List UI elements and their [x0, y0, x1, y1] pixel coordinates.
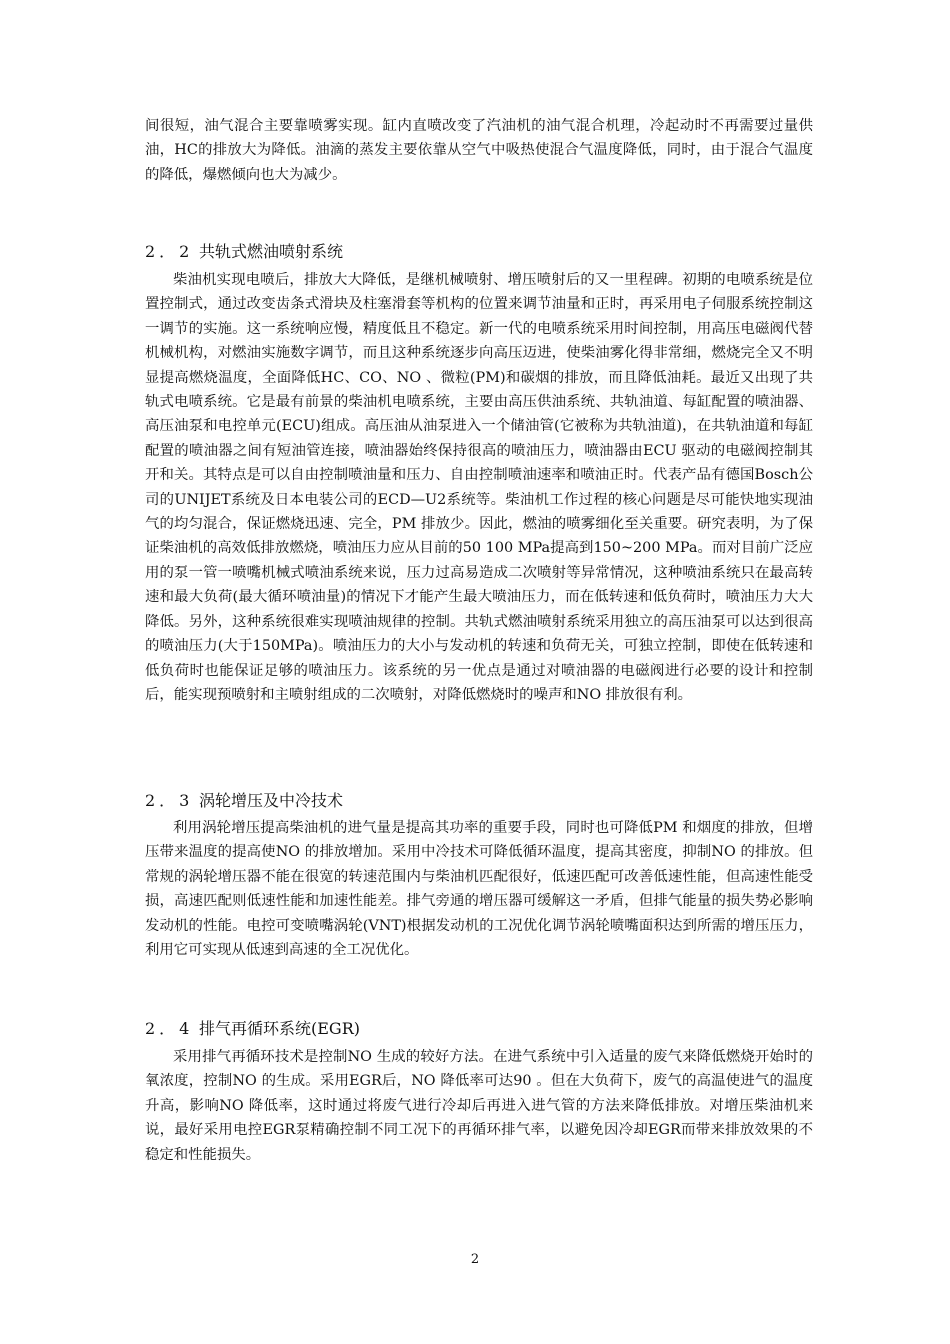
section-number: 2．2: [145, 242, 194, 261]
section-title: 涡轮增压及中冷技术: [199, 791, 344, 810]
page-number: 2: [470, 1252, 480, 1267]
intro-paragraph-block: [145, 114, 813, 187]
section-number: 2．4: [145, 1019, 194, 1038]
section-body-block-2-2: [145, 268, 813, 707]
section-body-block-2-3: [145, 816, 813, 962]
section-body-egr: 采用排气再循环技术是控制NO 生成的较好方法。在进气系统中引入适量的废气来降低燃烧开始时的氧浓度，控制NO 的生成。采用EGR后，NO 降低率可达90 。但在大负荷下，废气的高温使进气的温度升高，影响NO 降低率，这时通过将废气进行冷却后再进入进气管的方法来降低排放。对增压柴油机来说，最好采用电控EGR泵精确控制不同工况下的再循环排气率，以避免因冷却EGR而带来排放效果的不稳定和性能损失。: [145, 1049, 813, 1163]
section-body-block-2-4: [145, 1045, 813, 1167]
section-heading-2-2: [145, 241, 343, 263]
section-body-turbocharging: 利用涡轮增压提高柴油机的进气量是提高其功率的重要手段，同时也可降低PM 和烟度的排放，但增压带来温度的提高使NO 的排放增加。采用中冷技术可降低循环温度，提高其密度，抑制NO 的排放。但常规的涡轮增压器不能在很宽的转速范围内与柴油机匹配很好，低速匹配可改善低速性能，但高速性能受损，高速匹配则低速性能和加速性能差。排气旁通的增压器可缓解这一矛盾，但排气能量的损失势必影响发动机的性能。电控可变喷嘴涡轮(VNT)根据发动机的工况优化调节涡轮喷嘴面积达到所需的增压压力，利用它可实现从低速到高速的全工况优化。: [145, 820, 813, 959]
intro-paragraph: 间很短，油气混合主要靠喷雾实现。缸内直喷改变了汽油机的油气混合机理，冷起动时不再需要过量供油，HC的排放大为降低。油滴的蒸发主要依靠从空气中吸热使混合气温度降低，同时，由于混合气温度的降低，爆燃倾向也大为减少。: [145, 118, 813, 183]
section-body-common-rail: 柴油机实现电喷后，排放大大降低，是继机械喷射、增压喷射后的又一里程碑。初期的电喷系统是位置控制式，通过改变齿条式滑块及柱塞滑套等机构的位置来调节油量和正时，再采用电子伺服系统控制这一调节的实施。这一系统响应慢，精度低且不稳定。新一代的电喷系统采用时间控制，用高压电磁阀代替机械机构，对燃油实施数字调节，而且这种系统逐步向高压迈进，使柴油雾化得非常细，燃烧完全又不明显提高燃烧温度，全面降低HC、CO、NO 、微粒(PM)和碳烟的排放，而且降低油耗。最近又出现了共轨式电喷系统。它是最有前景的柴油机电喷系统，主要由高压供油系统、共轨油道、每缸配置的喷油器、高压油泵和电控单元(ECU)组成。高压油从油泵进入一个储油管(它被称为共轨油道)，在共轨油道和每缸配置的喷油器之间有短油管连接，喷油器始终保持很高的喷油压力，喷油器由ECU 驱动的电磁阀控制其开和关。其特点是可以自由控制喷油量和压力、自由控制喷油速率和喷油正时。代表产品有德国Bosch公司的UNIJET系统及日本电装公司的ECD—U2系统等。柴油机工作过程的核心问题是尽可能快地实现油气的均匀混合，保证燃烧迅速、完全，PM 排放少。因此，燃油的喷雾细化至关重要。研究表明，为了保证柴油机的高效低排放燃烧，喷油压力应从目前的50 100 MPa提高到150~200 MPa。而对目前广泛应用的泵一管一喷嘴机械式喷油系统来说，压力过高易造成二次喷射等异常情况，这种喷油系统只在最高转速和最大负荷(最大循环喷油量)的情况下才能产生最大喷油压力，而在低转速和低负荷时，喷油压力大大降低。另外，这种系统很难实现喷油规律的控制。共轨式燃油喷射系统采用独立的高压油泵可以达到很高的喷油压力(大于150MPa)。喷油压力的大小与发动机的转速和负荷无关，可独立控制，即使在低转速和低负荷时也能保证足够的喷油压力。该系统的另一优点是通过对喷油器的电磁阀进行必要的设计和控制后，能实现预喷射和主喷射组成的二次喷射，对降低燃烧时的噪声和NO 排放很有利。: [145, 272, 813, 703]
section-heading-2-4: [145, 1018, 360, 1040]
section-heading-2-3: [145, 790, 343, 812]
section-title: 共轨式燃油喷射系统: [199, 242, 344, 261]
section-number: 2．3: [145, 791, 194, 810]
section-title: 排气再循环系统(EGR): [199, 1019, 360, 1038]
